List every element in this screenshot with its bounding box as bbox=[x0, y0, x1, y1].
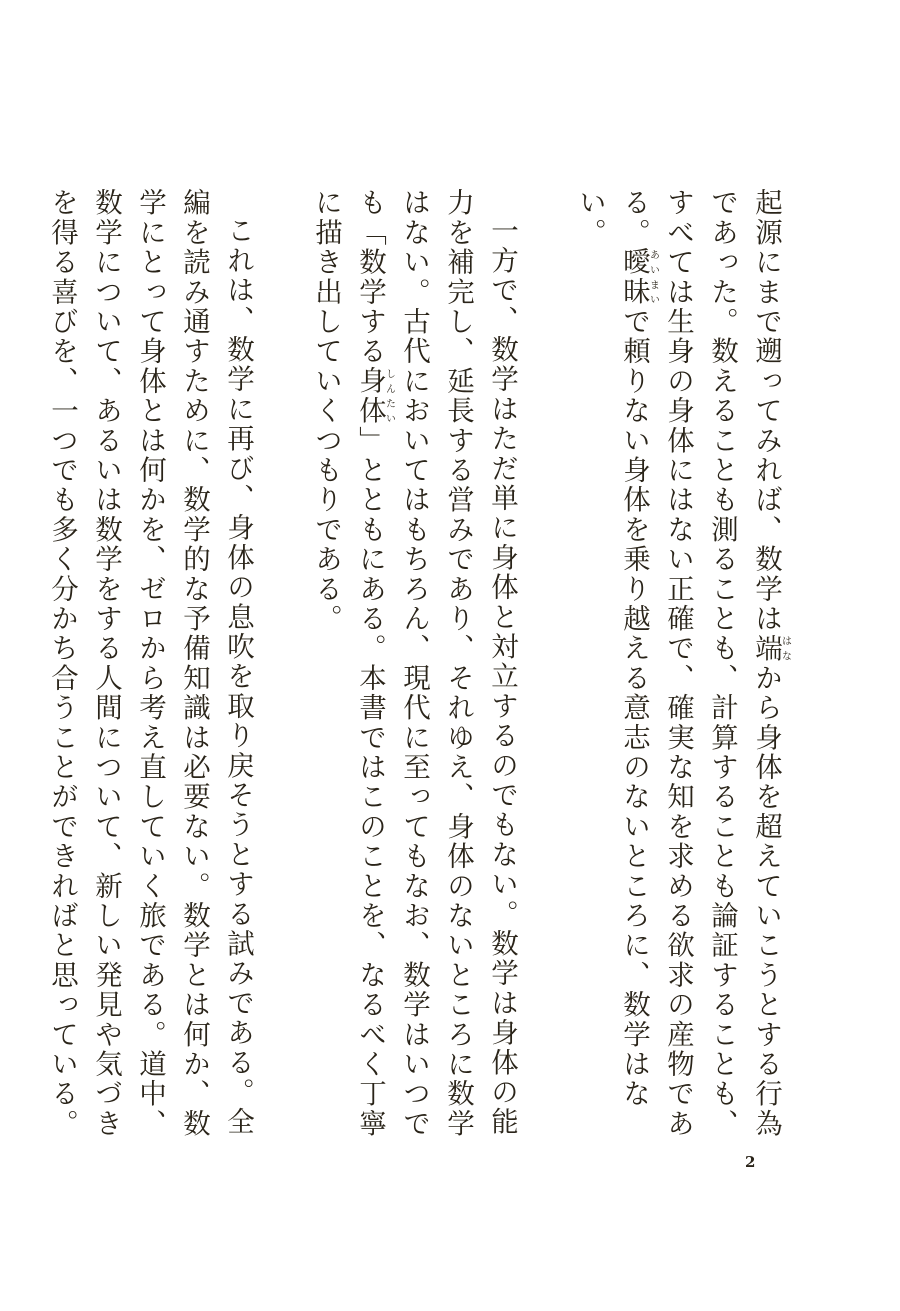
ruby-base: 身体 bbox=[354, 366, 386, 426]
text-segment: 一方で、数学はただ単に身体と対立するのでもない。数学は身体の能力を補完し、延長する営みであり、それゆえ、身体のないところに数学はない。古代においてはもちろん、現代に至ってもなお、数学はいつでも「数学する bbox=[354, 188, 518, 1139]
page-number: 2 bbox=[745, 1153, 756, 1171]
paragraph-2 bbox=[304, 188, 524, 1148]
ruby-base: 曖昧 bbox=[618, 247, 650, 307]
text-segment: で頼りない身体を乗り越える意志のないところに、数学はない。 bbox=[574, 188, 650, 1109]
text-segment: 起源にまで遡ってみれば、数学は bbox=[750, 188, 782, 634]
text-segment: 」とともにある。本書ではこのことを、なるべく丁寧に描き出していくつもりである。 bbox=[310, 188, 386, 1139]
vertical-text-body bbox=[40, 188, 790, 1148]
ruby-base: 端 bbox=[750, 633, 782, 664]
text-segment: これは、数学に再び、身体の息吹を取り戻そうとする試みである。全編を読み通すために、数学的な予備知識は必要ない。数学とは何か、数学にとって身体とは何かを、ゼロから考え直していく旅である。道中、数学について、あるいは数学をする人間について、新しい発見や気づきを得る喜びを、一つでも多く分かち合うことができればと思っている。 bbox=[46, 188, 254, 1139]
furigana: はな bbox=[779, 633, 791, 664]
paragraph-3 bbox=[40, 188, 260, 1148]
furigana: あいまい bbox=[647, 247, 659, 307]
furigana: しんたい bbox=[383, 366, 395, 426]
ruby-word bbox=[750, 633, 791, 664]
text-segment: から身体を超えていこうとする行為であった。数えることも測ることも、計算することも論証することも、すべては生身の身体にはない正確で、確実な知を求める欲求の産物である。 bbox=[618, 188, 782, 1139]
ruby-word bbox=[618, 247, 659, 307]
ruby-word bbox=[354, 366, 395, 426]
paragraph-1 bbox=[568, 188, 790, 1148]
